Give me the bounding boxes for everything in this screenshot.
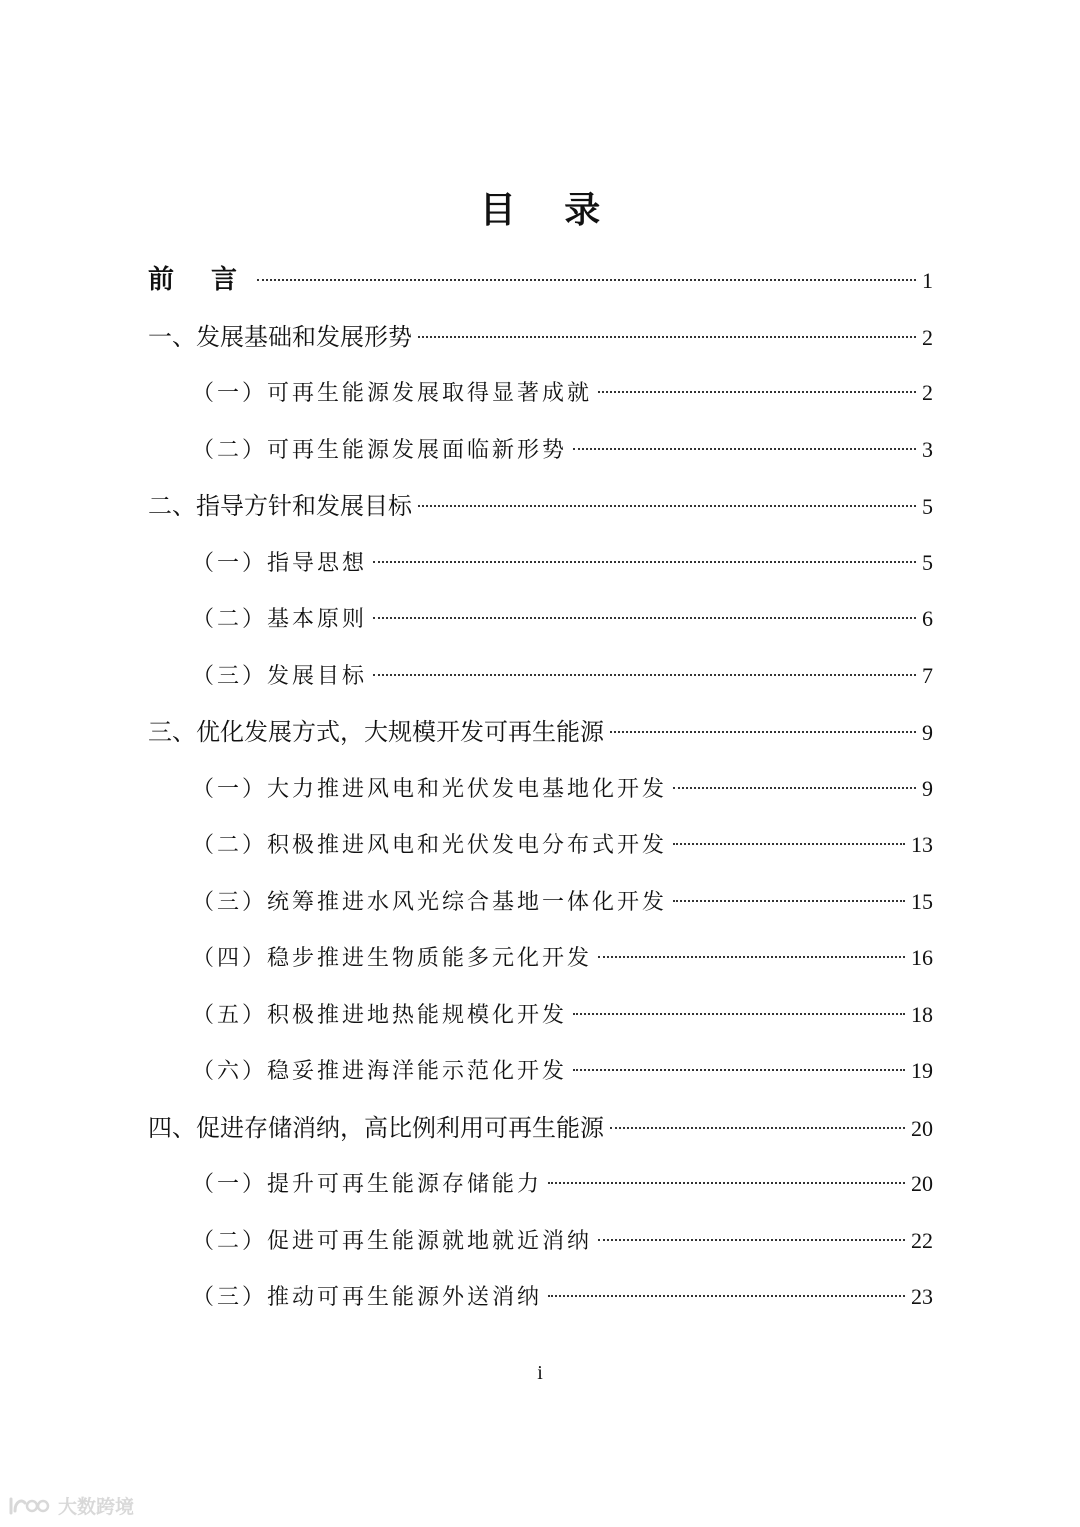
toc-entry-page: 7	[922, 662, 933, 688]
toc-dot-leader	[548, 1295, 905, 1297]
toc-dot-leader	[373, 674, 916, 676]
toc-entry-label: （三）发展目标	[192, 663, 368, 689]
toc-entry-label: （三）推动可再生能源外送消纳	[192, 1285, 543, 1310]
toc-entry-label: （一）提升可再生能源存储能力	[192, 1172, 543, 1197]
page-title: 目 录	[479, 189, 619, 231]
toc-entry[interactable]	[148, 309, 933, 366]
toc-entry-page: 1	[922, 268, 933, 293]
toc-entry-label: （五）积极推进地热能规模化开发	[192, 1002, 568, 1028]
toc-entry-label: 四、促进存储消纳，高比例利用可再生能源	[148, 1113, 604, 1142]
toc-dot-leader	[598, 391, 916, 393]
toc-entry-label: （六）稳妥推进海洋能示范化开发	[192, 1059, 568, 1084]
toc-entry-label: （一）大力推进风电和光伏发电基地化开发	[192, 776, 668, 802]
toc-dot-leader	[610, 731, 916, 733]
toc-dot-leader	[373, 561, 916, 563]
toc-entry-page: 2	[922, 380, 933, 405]
toc-entry[interactable]	[148, 1100, 933, 1157]
toc-entry-page: 23	[911, 1284, 933, 1309]
toc-dot-leader	[673, 843, 905, 845]
toc-entry[interactable]	[148, 648, 933, 705]
toc-entry-label: 二、指导方针和发展目标	[148, 492, 412, 520]
toc-dot-leader	[573, 448, 916, 450]
toc-entry-page: 20	[911, 1171, 933, 1196]
toc-entry[interactable]	[148, 761, 933, 818]
toc-entry[interactable]	[148, 704, 933, 761]
toc-dot-leader	[673, 900, 905, 902]
toc-entry-label: （三）统筹推进水风光综合基地一体化开发	[192, 889, 668, 915]
toc-dot-leader	[373, 617, 916, 619]
toc-entry-page: 2	[922, 324, 933, 350]
toc-entry-page: 18	[911, 1001, 933, 1027]
toc-entry[interactable]	[148, 817, 933, 874]
toc-dot-leader	[418, 505, 916, 507]
toc-entry-label: （四）稳步推进生物质能多元化开发	[192, 946, 593, 971]
toc-entry[interactable]	[148, 535, 933, 592]
toc-entry[interactable]	[148, 987, 933, 1044]
toc-entry-page: 6	[922, 606, 933, 631]
toc-entry-label: 三、优化发展方式，大规模开发可再生能源	[148, 718, 604, 746]
toc-dot-leader	[257, 279, 916, 281]
toc-entry[interactable]	[148, 874, 933, 931]
toc-entry-label: 一、发展基础和发展形势	[148, 322, 412, 351]
toc-entry-page: 22	[911, 1227, 933, 1253]
toc-dot-leader	[598, 956, 905, 958]
toc-entry-page: 16	[911, 945, 933, 970]
toc-entry[interactable]	[148, 365, 933, 422]
toc-dot-leader	[598, 1239, 905, 1241]
toc-entry-page: 5	[922, 549, 933, 575]
toc-entry-label: （二）促进可再生能源就地就近消纳	[192, 1228, 593, 1254]
toc-entry[interactable]	[148, 478, 933, 535]
toc-dot-leader	[418, 336, 916, 338]
toc-dot-leader	[573, 1069, 905, 1071]
toc-entry[interactable]	[148, 591, 933, 648]
watermark-text: 大数跨境	[58, 1496, 135, 1518]
toc-dot-leader	[548, 1182, 905, 1184]
watermark	[8, 1492, 134, 1519]
toc-entry-page: 13	[911, 832, 933, 857]
toc-entry[interactable]	[148, 1213, 933, 1270]
toc-entry[interactable]	[148, 422, 933, 479]
table-of-contents	[148, 252, 933, 1326]
toc-dot-leader	[673, 787, 916, 789]
toc-entry-page: 15	[911, 888, 933, 914]
page-number: i	[537, 1362, 543, 1384]
toc-entry[interactable]	[148, 1156, 933, 1213]
toc-entry[interactable]	[148, 1269, 933, 1326]
toc-dot-leader	[610, 1127, 905, 1129]
toc-entry-label: （二）积极推进风电和光伏发电分布式开发	[192, 833, 668, 858]
brand-logo-icon	[8, 1495, 52, 1517]
toc-entry-page: 9	[922, 775, 933, 801]
toc-dot-leader	[573, 1013, 905, 1015]
toc-entry-label: 前 言	[148, 265, 252, 295]
toc-entry-page: 9	[922, 720, 933, 745]
toc-entry[interactable]	[148, 252, 933, 309]
toc-entry-label: （二）基本原则	[192, 607, 368, 632]
toc-entry-page: 3	[922, 436, 933, 462]
toc-entry-label: （二）可再生能源发展面临新形势	[192, 437, 568, 463]
toc-entry-page: 5	[922, 494, 933, 519]
toc-entry-label: （一）指导思想	[192, 550, 368, 576]
toc-entry[interactable]	[148, 930, 933, 987]
toc-entry[interactable]	[148, 1043, 933, 1100]
toc-entry-page: 20	[911, 1115, 933, 1141]
toc-entry-label: （一）可再生能源发展取得显著成就	[192, 381, 593, 406]
toc-entry-page: 19	[911, 1058, 933, 1083]
